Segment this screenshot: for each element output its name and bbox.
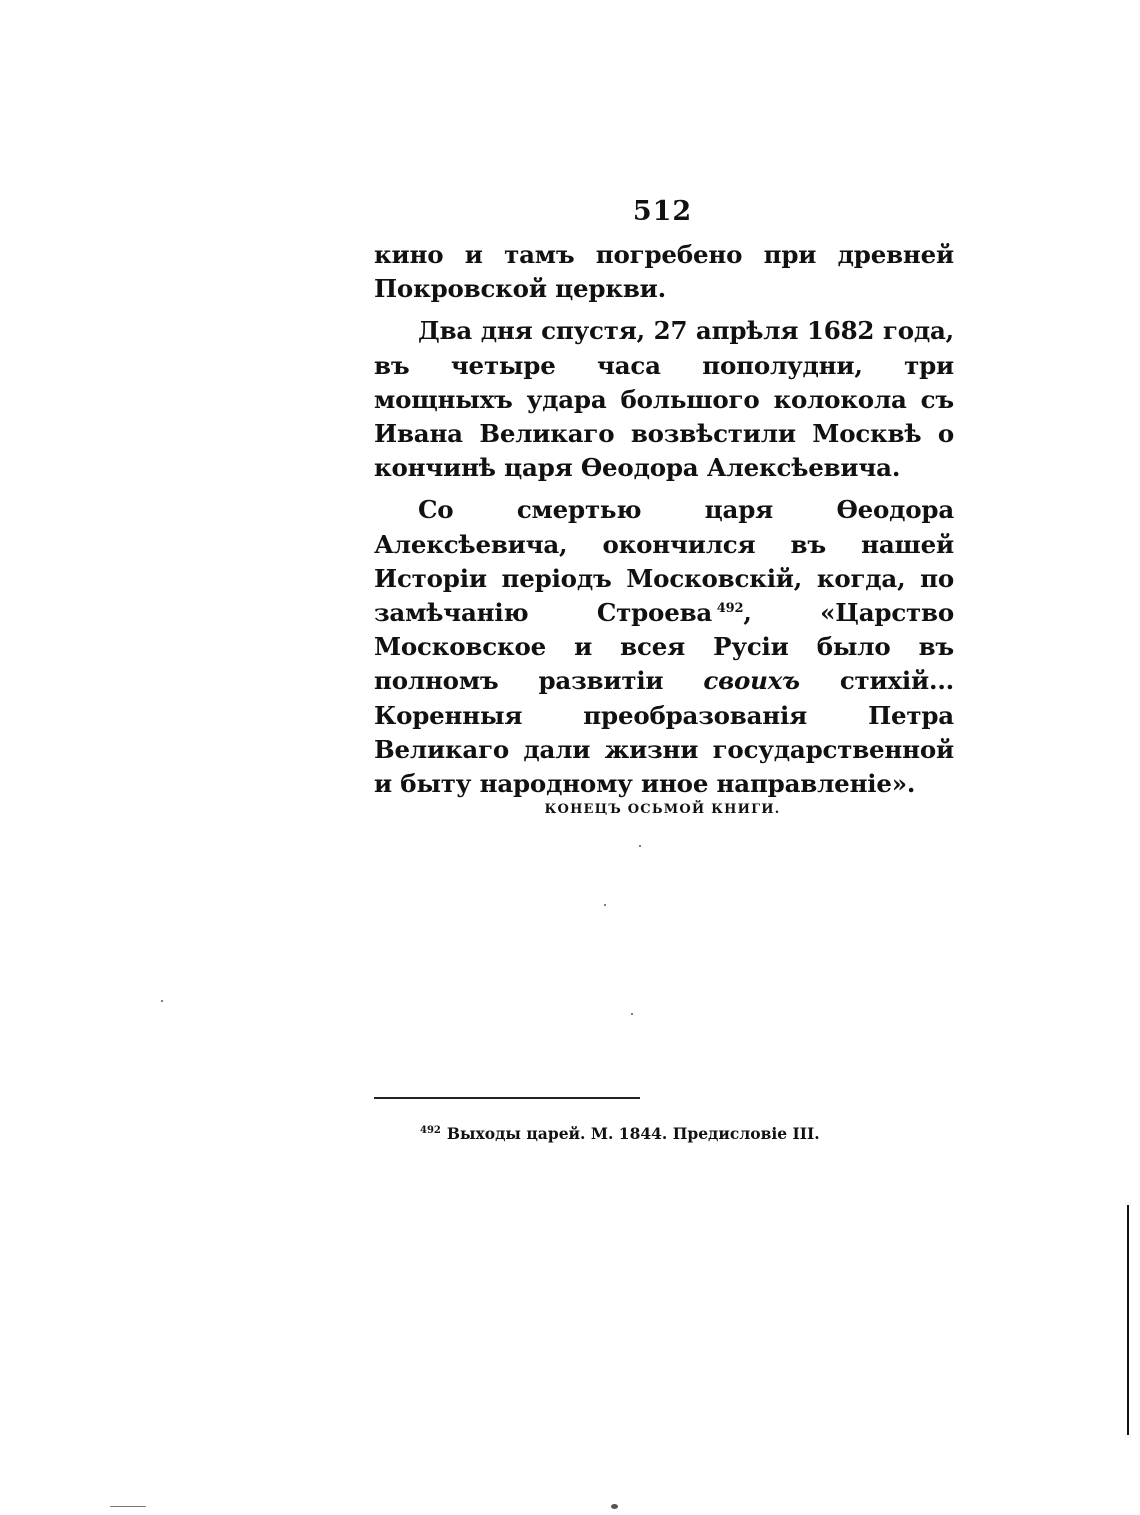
page-number: 512 — [632, 196, 693, 227]
scan-speck — [639, 845, 641, 847]
scan-speck — [604, 904, 606, 906]
paragraph-death-announcement: Два дня спустя, 27 апрѣля 1682 года, въ четыре часа пополудни, три мощныхъ удара большого колокола съ Ивана Великаго возвѣстили Москвѣ о кончинѣ царя Өеодора Алексѣевича. — [374, 316, 954, 483]
footnote-number: 492 — [420, 1124, 441, 1136]
end-of-book-mark: КОНЕЦЪ ОСЬМОЙ КНИГИ. — [544, 802, 781, 817]
paragraph-text-part3: стихій... Коренныя преобразованія Петра Великаго дали жизни государственной и быту народному иное направленіе». — [374, 666, 954, 799]
paragraph-text-part1: Со смертью царя Өеодора Алексѣевича, окончился въ нашей Исторіи періодъ Московскій, когда, по замѣчанію Строева — [374, 495, 954, 628]
scan-edge-line — [1127, 1205, 1129, 1435]
footnote-divider — [374, 1097, 640, 1099]
scan-speck — [161, 1000, 163, 1002]
footnote-reference: 492 — [716, 600, 744, 616]
footnote-text: Выходы царей. М. 1844. Предисловіе III. — [446, 1124, 820, 1143]
paragraph-continuation: кино и тамъ погребено при древней Покровской церкви. — [374, 240, 954, 304]
scan-speck — [611, 1504, 618, 1509]
paragraph-end-of-period — [374, 493, 954, 801]
footnote — [420, 1124, 820, 1143]
scan-speck — [631, 1013, 633, 1015]
emphasized-word: своихъ — [703, 666, 800, 696]
scan-edge-line — [110, 1506, 146, 1507]
body-text — [374, 238, 954, 809]
paragraph-text-part2: , «Царство Московское и всея Русіи было въ полномъ развитіи — [374, 598, 954, 696]
